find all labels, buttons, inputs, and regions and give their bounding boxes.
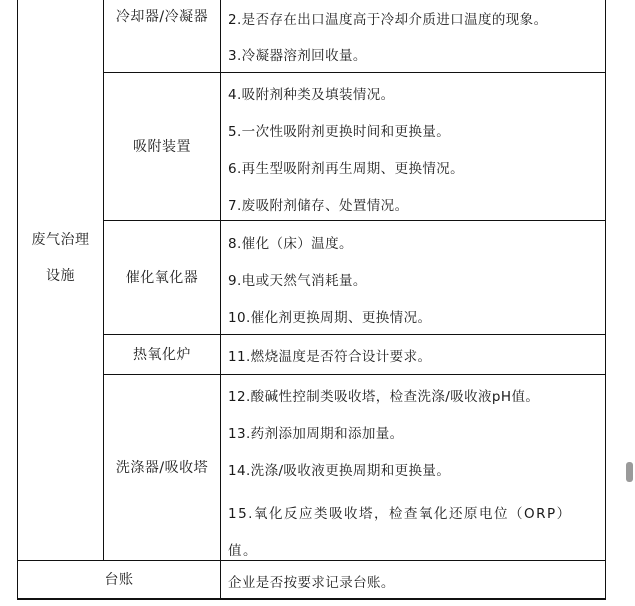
scrollbar-thumb[interactable] <box>626 462 633 482</box>
list-item: 9.电或天然气消耗量。 <box>228 273 367 289</box>
column-divider-2 <box>220 0 221 600</box>
category-label-line2: 设施 <box>46 268 75 284</box>
section-label-thermal-oxidizer: 热氧化炉 <box>133 346 191 363</box>
section-label-catalytic-oxidizer: 催化氧化器 <box>125 269 199 286</box>
list-item: 4.吸附剂种类及填装情况。 <box>228 87 395 103</box>
list-item: 11.燃烧温度是否符合设计要求。 <box>228 349 432 365</box>
section-label-scrubber: 洗涤器/吸收塔 <box>115 459 209 476</box>
table-right-border <box>605 0 606 600</box>
list-item: 13.药剂添加周期和添加量。 <box>228 426 404 442</box>
list-item: 14.洗涤/吸收液更换周期和更换量。 <box>228 463 451 479</box>
section-label-cooler: 冷却器/冷凝器 <box>115 9 209 25</box>
list-item: 12.酸碱性控制类吸收塔，检查洗涤/吸收液pH值。 <box>228 389 540 405</box>
list-item: 3.冷凝器溶剂回收量。 <box>228 48 367 64</box>
list-item-wrapped: 15.氧化反应类吸收塔，检查氧化还原电位（ORP）值。 <box>228 506 572 559</box>
section-label-adsorption: 吸附装置 <box>133 138 191 155</box>
table-left-border <box>17 0 18 600</box>
table-bottom-border <box>17 598 606 600</box>
list-item: 7.废吸附剂储存、处置情况。 <box>228 198 409 214</box>
list-item: 6.再生型吸附剂再生周期、更换情况。 <box>228 161 465 177</box>
category-cell <box>18 222 103 294</box>
scrollbar-track[interactable] <box>622 0 635 606</box>
footer-label: 台账 <box>104 571 134 588</box>
category-label-line1: 废气治理 <box>31 232 90 248</box>
list-item: 2.是否存在出口温度高于冷却介质进口温度的现象。 <box>228 12 548 28</box>
footer-content: 企业是否按要求记录台账。 <box>228 575 395 591</box>
list-item: 10.催化剂更换周期、更换情况。 <box>228 310 432 326</box>
list-item: 8.催化（床）温度。 <box>228 236 353 252</box>
list-item: 5.一次性吸附剂更换时间和更换量。 <box>228 124 451 140</box>
